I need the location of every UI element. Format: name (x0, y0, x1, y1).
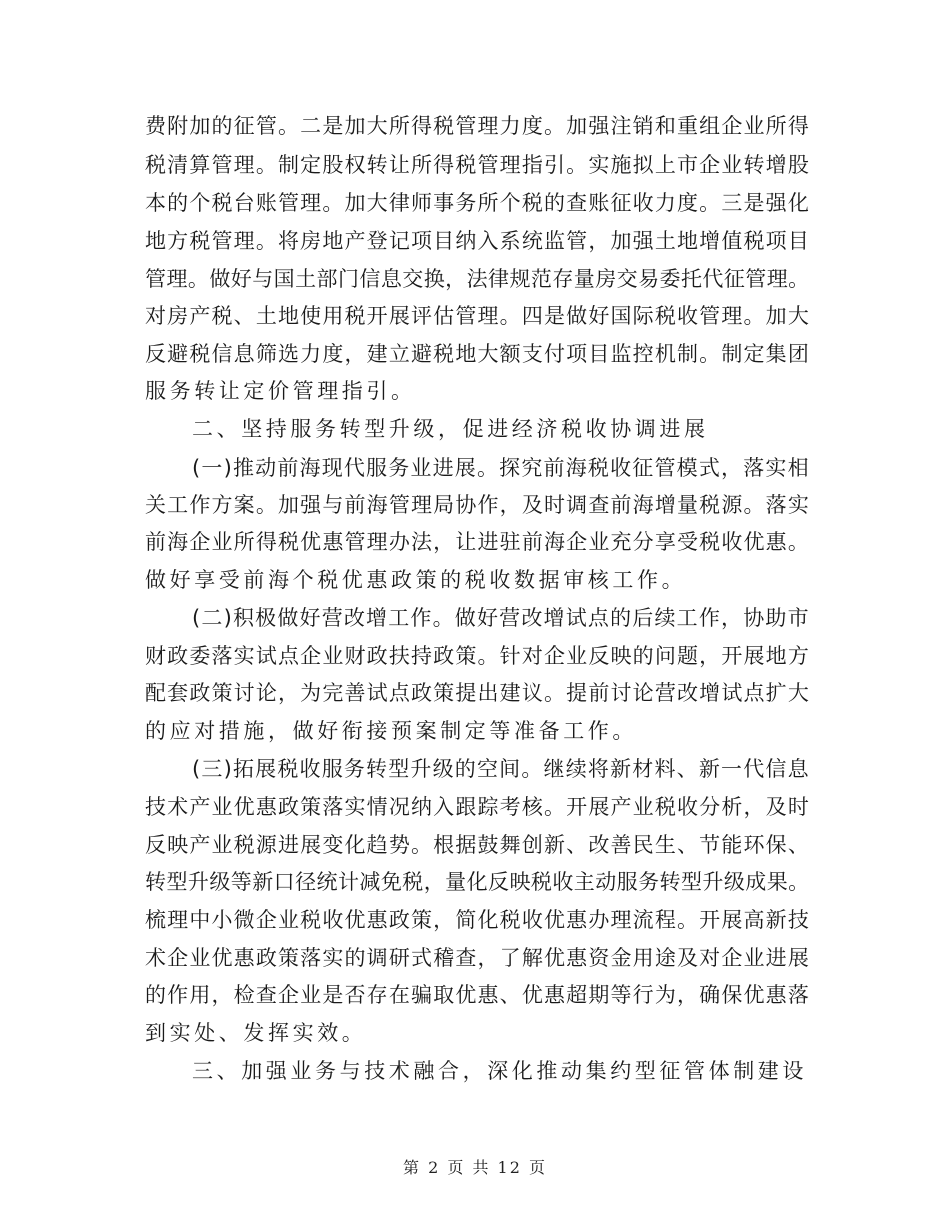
body-line: 对房产税、土地使用税开展评估管理。四是做好国际税收管理。加大 (145, 304, 810, 328)
section-heading: 二、坚持服务转型升级，促进经济税收协调进展 (192, 417, 709, 441)
body-line: 地方税管理。将房地产登记项目纳入系统监管，加强土地增值税项目 (145, 229, 810, 253)
body-line: 管理。做好与国土部门信息交换，法律规范存量房交易委托代征管理。 (145, 267, 810, 291)
body-line: 梳理中小微企业税收优惠政策，简化税收优惠办理流程。开展高新技 (145, 908, 810, 932)
body-line: 反映产业税源进展变化趋势。根据鼓舞创新、改善民生、节能环保、 (145, 833, 810, 857)
paragraph-first-line: (二)积极做好营改增工作。做好营改增试点的后续工作，协助市 (192, 606, 810, 630)
body-line: 转型升级等新口径统计减免税，量化反映税收主动服务转型升级成果。 (145, 870, 810, 894)
body-line: 做好享受前海个税优惠政策的税收数据审核工作。 (145, 568, 687, 592)
body-line: 费附加的征管。二是加大所得税管理力度。加强注销和重组企业所得 (145, 114, 810, 138)
body-line: 税清算管理。制定股权转让所得税管理指引。实施拟上市企业转增股 (145, 153, 810, 177)
body-line: 到实处、发挥实效。 (145, 1021, 367, 1045)
section-heading: 三、加强业务与技术融合，深化推动集约型征管体制建设 (192, 1059, 807, 1083)
paragraph-first-line: (三)拓展税收服务转型升级的空间。继续将新材料、新一代信息 (192, 757, 810, 781)
body-line: 本的个税台账管理。加大律师事务所个税的查账征收力度。三是强化 (145, 191, 810, 215)
body-line: 配套政策讨论，为完善试点政策提出建议。提前讨论营改增试点扩大 (145, 681, 810, 705)
paragraph-first-line: (一)推动前海现代服务业进展。探究前海税收征管模式，落实相 (192, 456, 810, 480)
page-number-footer: 第 2 页 共 12 页 (403, 1158, 547, 1177)
body-line: 的应对措施，做好衔接预案制定等准备工作。 (145, 719, 637, 743)
body-line: 关工作方案。加强与前海管理局协作，及时调查前海增量税源。落实 (145, 493, 810, 517)
body-line: 服务转让定价管理指引。 (145, 379, 416, 403)
body-line: 财政委落实试点企业财政扶持政策。针对企业反映的问题，开展地方 (145, 644, 810, 668)
body-line: 的作用，检查企业是否存在骗取优惠、优惠超期等行为，确保优惠落 (145, 983, 810, 1007)
body-line: 术企业优惠政策落实的调研式稽查，了解优惠资金用途及对企业进展 (145, 946, 810, 970)
body-line: 前海企业所得税优惠管理办法，让进驻前海企业充分享受税收优惠。 (145, 530, 810, 554)
body-line: 技术产业优惠政策落实情况纳入跟踪考核。开展产业税收分析，及时 (145, 795, 810, 819)
body-line: 反避税信息筛选力度，建立避税地大额支付项目监控机制。制定集团 (145, 342, 810, 366)
